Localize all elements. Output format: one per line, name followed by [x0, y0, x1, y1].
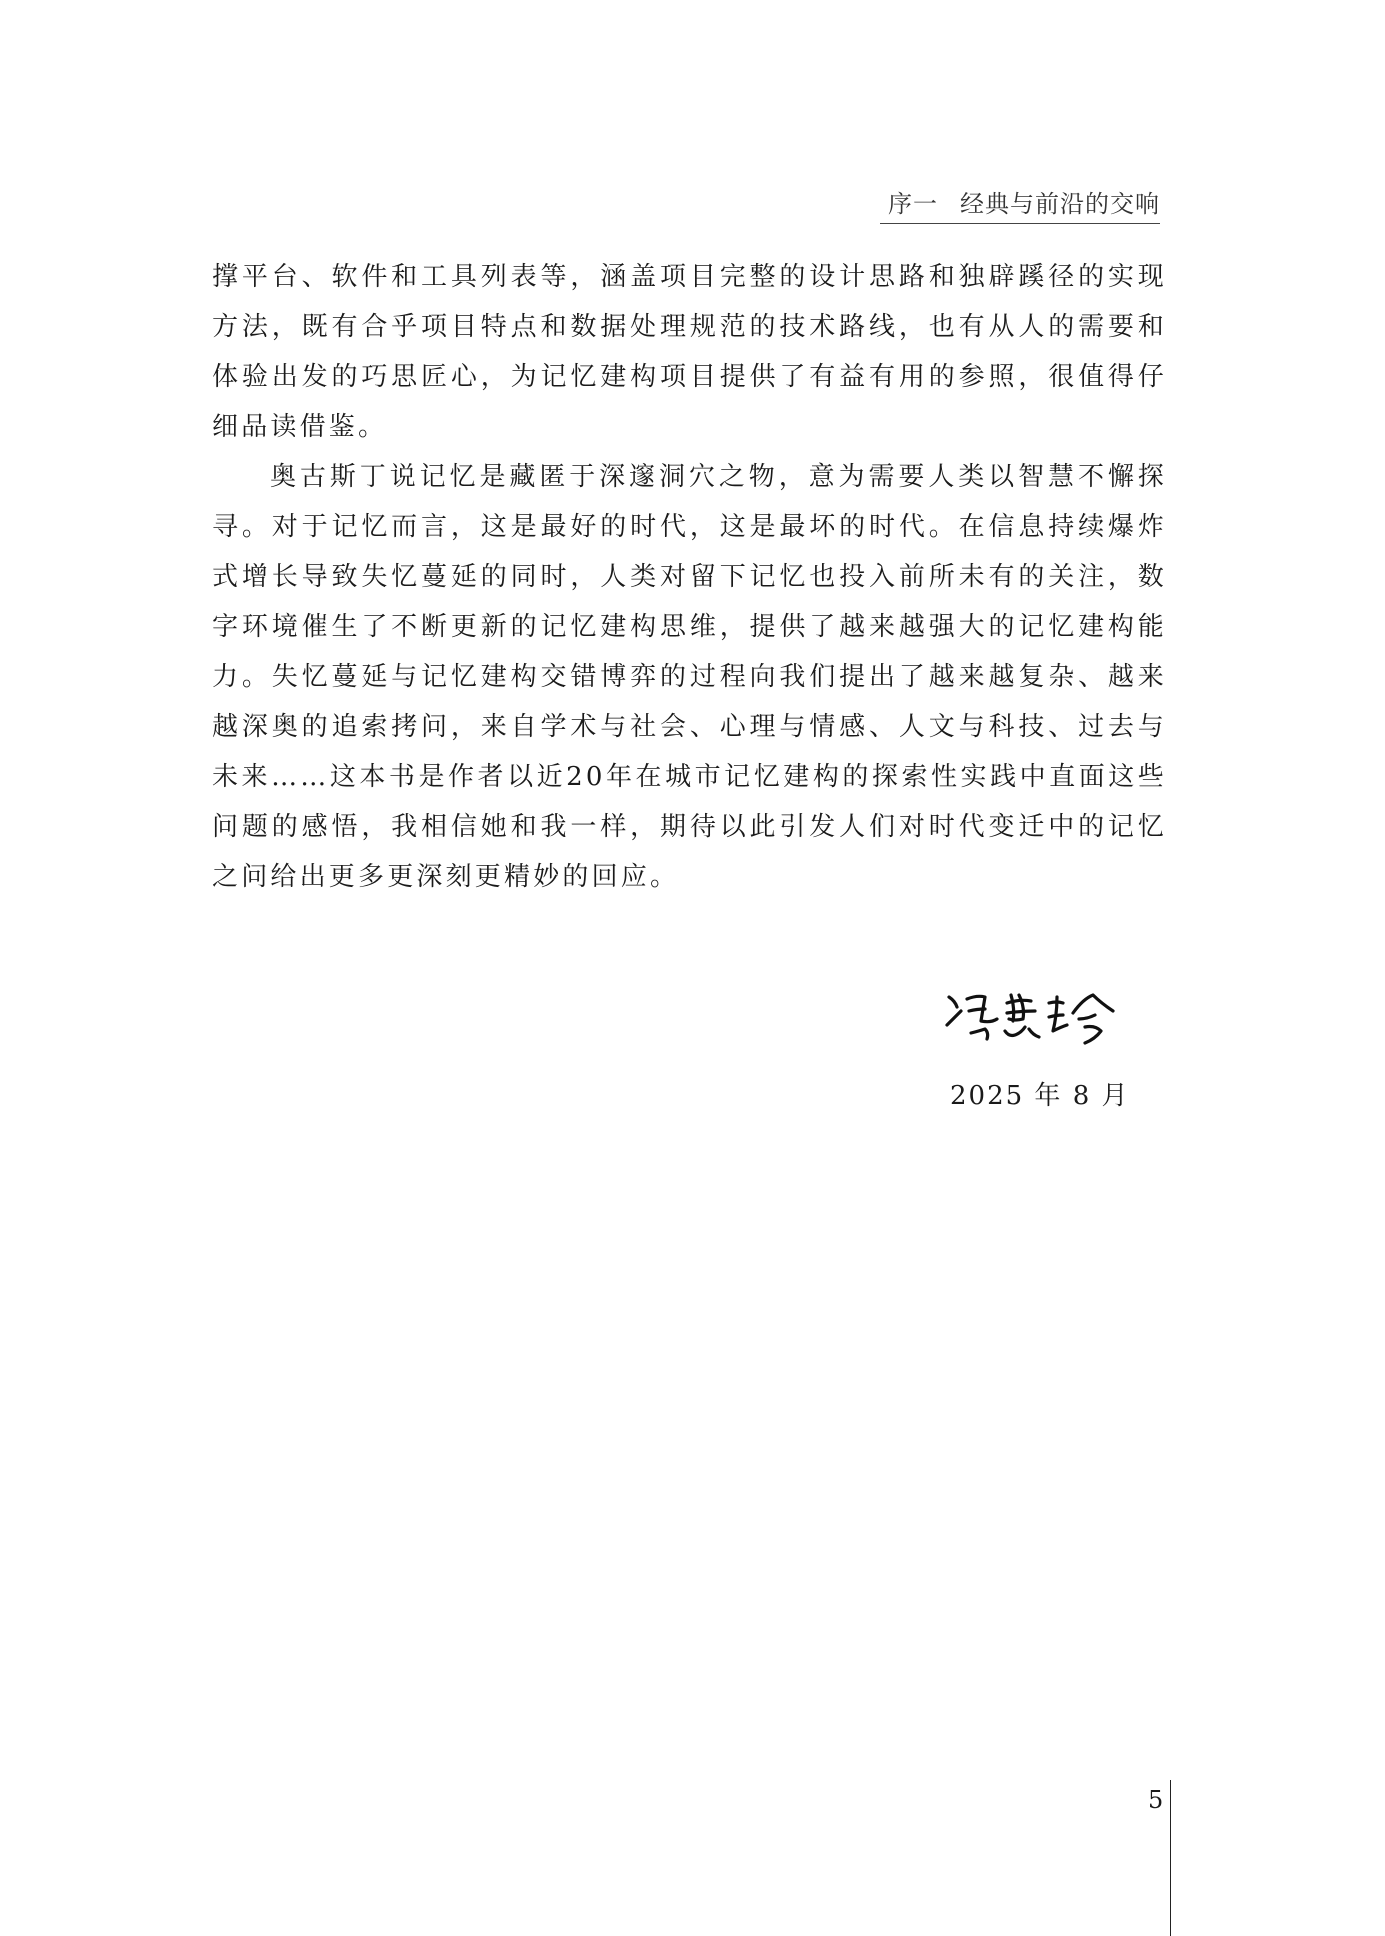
- paragraph-continued: 撑平台、软件和工具列表等，涵盖项目完整的设计思路和独辟蹊径的实现方法，既有合乎项目特点和数据处理规范的技术路线，也有从人的需要和体验出发的巧思匠心，为记忆建构项目提供了有益有用的参照，很值得仔细品读借鉴。: [212, 262, 1167, 442]
- running-header-title: 经典与前沿的交响: [960, 190, 1160, 218]
- margin-rule: [1170, 1780, 1171, 1936]
- body-text: [212, 252, 1167, 902]
- page-number: 5: [1148, 1786, 1164, 1814]
- running-header-section: 序一: [888, 190, 938, 218]
- date: 2025 年 8 月: [950, 1081, 1130, 1111]
- running-header: [880, 184, 1160, 224]
- handwritten-signature: [945, 985, 1120, 1050]
- paragraph: 奥古斯丁说记忆是藏匿于深邃洞穴之物，意为需要人类以智慧不懈探寻。对于记忆而言，这是最好的时代，这是最坏的时代。在信息持续爆炸式增长导致失忆蔓延的同时，人类对留下记忆也投入前所未有的关注，数字环境催生了不断更新的记忆建构思维，提供了越来越强大的记忆建构能力。失忆蔓延与记忆建构交错博弈的过程向我们提出了越来越复杂、越来越深奥的追索拷问，来自学术与社会、心理与情感、人文与科技、过去与未来……这本书是作者以近20年在城市记忆建构的探索性实践中直面这些问题的感悟，我相信她和我一样，期待以此引发人们对时代变迁中的记忆之问给出更多更深刻更精妙的回应。: [212, 462, 1167, 892]
